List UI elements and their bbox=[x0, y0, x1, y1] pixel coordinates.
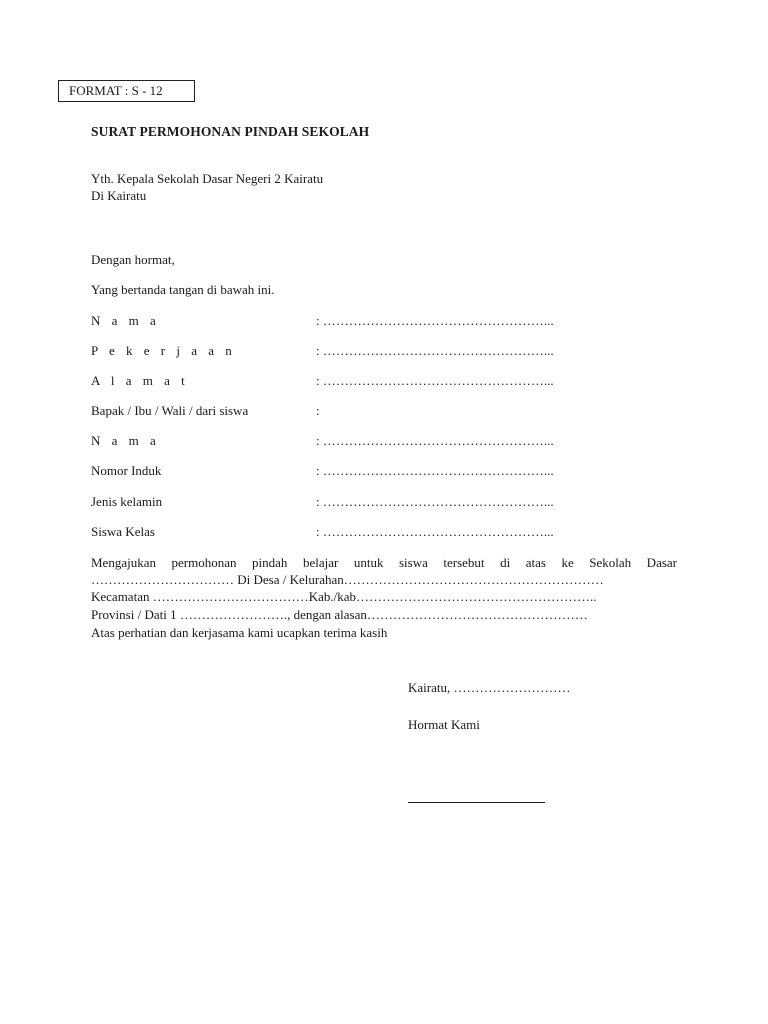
field-value-nama: : ……………………………………………... bbox=[316, 313, 554, 328]
letter-title: SURAT PERMOHONAN PINDAH SEKOLAH bbox=[91, 124, 370, 139]
body-line-5: Atas perhatian dan kerjasama kami ucapkan terima kasih bbox=[91, 625, 388, 640]
field-value-wali: : bbox=[316, 403, 320, 418]
field-label-nama-siswa: N a m a bbox=[91, 433, 160, 448]
body-line-3: Kecamatan ………………………………Kab./kab……………………………………………….. bbox=[91, 589, 597, 604]
intro-text: Yang bertanda tangan di bawah ini. bbox=[91, 282, 275, 297]
body-line-2: …………………………… Di Desa / Kelurahan…………………………………………………… bbox=[91, 572, 604, 587]
regards: Hormat Kami bbox=[408, 717, 480, 732]
field-value-siswa-kelas: : ……………………………………………... bbox=[316, 524, 554, 539]
field-label-alamat: A l a m a t bbox=[91, 373, 189, 388]
field-label-jenis-kelamin: Jenis kelamin bbox=[91, 494, 163, 509]
field-label-nama: N a m a bbox=[91, 313, 160, 328]
recipient-line-1: Yth. Kepala Sekolah Dasar Negeri 2 Kairatu bbox=[91, 171, 324, 186]
field-value-nomor-induk: : ……………………………………………... bbox=[316, 463, 554, 478]
field-value-jenis-kelamin: : ……………………………………………... bbox=[316, 494, 554, 509]
signature-line bbox=[408, 802, 545, 803]
format-label-box: FORMAT : S - 12 bbox=[58, 80, 195, 102]
field-label-pekerjaan: P e k e r j a a n bbox=[91, 343, 236, 358]
field-label-nomor-induk: Nomor Induk bbox=[91, 463, 162, 478]
field-value-alamat: : ……………………………………………... bbox=[316, 373, 554, 388]
place-date: Kairatu, ……………………… bbox=[408, 680, 571, 695]
greeting: Dengan hormat, bbox=[91, 252, 175, 267]
field-value-nama-siswa: : ……………………………………………... bbox=[316, 433, 554, 448]
field-label-siswa-kelas: Siswa Kelas bbox=[91, 524, 155, 539]
field-value-pekerjaan: : ……………………………………………... bbox=[316, 343, 554, 358]
recipient-line-2: Di Kairatu bbox=[91, 188, 147, 203]
body-line-1: Mengajukan permohonan pindah belajar untuk siswa tersebut di atas ke Sekolah Dasar bbox=[91, 555, 677, 570]
body-line-4: Provinsi / Dati 1 ……………………., dengan alasan…………………………………………… bbox=[91, 607, 588, 622]
field-label-wali: Bapak / Ibu / Wali / dari siswa bbox=[91, 403, 249, 418]
